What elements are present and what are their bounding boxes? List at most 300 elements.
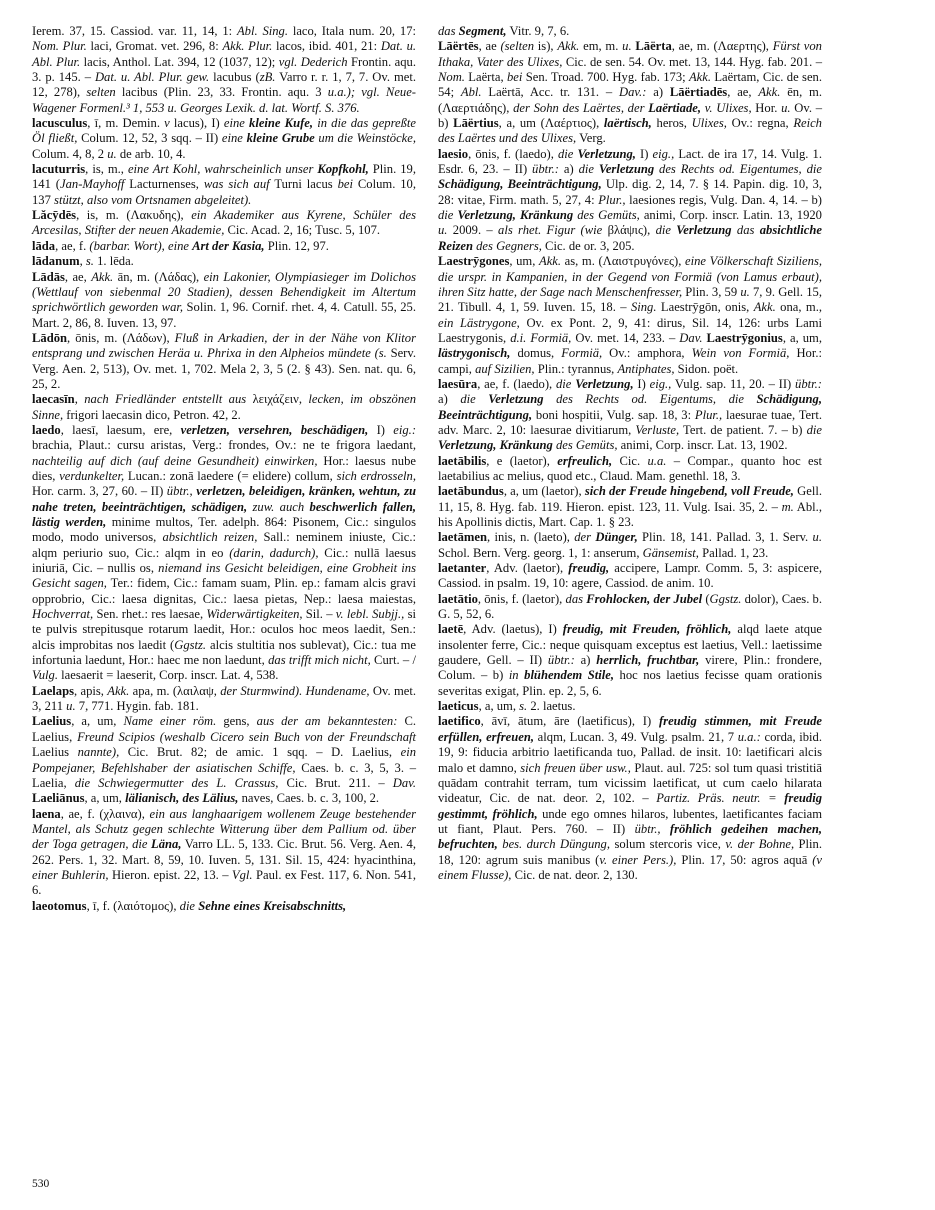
entry-text: Plin. 18, 141. Pallad. 3, 1. Serv.: [637, 530, 813, 545]
entry-text: 2. laetus.: [527, 699, 576, 714]
entry-text: , a, um,: [84, 791, 126, 806]
entry-text: Ov.: regna,: [726, 116, 794, 131]
entry-text: lacos, ibid. 401, 21:: [272, 39, 381, 54]
entry-text: corda, ibid. 19, 9: fiducia arbitrio laetificanda tuo, Pallad. de insit. 10: laetificari alcis malo et damno,: [438, 729, 823, 775]
entry-text: Turni lacus: [269, 177, 338, 192]
entry-text: eine: [223, 116, 250, 131]
entry-text: unde ego omnes hilaros, lubentes, laetificantes faciam ut fiant, Plaut. Pers. 760. – II): [438, 806, 823, 836]
entry-text: Ggstz.: [174, 637, 207, 652]
entry-text: ein Pompejaner, Befehlshaber der asiatischen Schiffe,: [32, 745, 416, 775]
entry-text: Ov. met. 3, 211: [32, 683, 416, 714]
entry-text: Frontin. aqu. 3. p. 145. –: [32, 54, 416, 85]
dictionary-entry-laetabundus: [438, 484, 822, 530]
entry-text: Akk.: [758, 85, 781, 100]
entry-text: ona, m.,: [775, 300, 822, 315]
entry-text: übtr.,: [166, 484, 193, 499]
entry-text: Plur.,: [598, 192, 626, 207]
headword: laetifico: [438, 714, 481, 729]
entry-text: Dünger,: [595, 530, 638, 545]
entry-text: – Compar., quanto hoc est laetabilius ac melius, quod etc., Claud. Mam. genethl. 18, 3.: [438, 453, 823, 483]
entry-text: domus,: [510, 346, 562, 361]
entry-text: freudig,: [568, 561, 610, 576]
entry-text: , a, um,: [71, 714, 124, 729]
entry-text: a): [574, 653, 597, 668]
entry-text: lacis, Anthol. Lat. 394, 12 (1037, 12);: [80, 54, 279, 69]
headword: laetanter: [438, 561, 487, 576]
entry-text: Colum. 10, 137: [32, 177, 417, 207]
entry-text: Laërtā, Acc. tr. 131. –: [481, 85, 620, 100]
entry-text: ein Lästrygone,: [438, 315, 520, 330]
entry-text: Cic. de nat. deor. 2, 130.: [511, 867, 638, 882]
entry-text: u.: [740, 284, 750, 299]
entry-text: , a, um (laetor),: [503, 484, 585, 499]
entry-text: freudig stimmen, mit Freude erfüllen, erfreuen,: [438, 714, 822, 744]
entry-text: u.: [107, 146, 117, 161]
entry-text: die: [438, 208, 458, 223]
entry-text: Ierem. 37, 15. Cassiod. var. 11, 14, 1:: [32, 24, 237, 38]
entry-text: Dat. u. Abl. Plur. gew.: [94, 70, 210, 85]
entry-text: zuw.: [252, 499, 275, 514]
entry-text: lästrygonisch,: [438, 346, 511, 361]
headword: Laelius: [32, 714, 72, 729]
entry-text: niemand ins Gesicht beleidigen, eine Grobheit ins Gesicht sagen,: [32, 561, 416, 591]
entry-text: Abl. Sing.: [236, 24, 288, 38]
entry-text: Gell. 11, 15, 8. Hyg. fab. 119. Hieron. epist. 123, 11. Vulg. Isai. 35, 2. –: [438, 484, 823, 514]
entry-text: Varro LL. 5, 133. Cic. Brut. 56. Verg. Aen. 4, 262. Pers. 1, 32. Mart. 8, 59, 10. Iuven. 5, 131. Sil. 15, 424: hyacinthina,: [32, 837, 416, 867]
entry-text: u.: [66, 699, 76, 714]
entry-text: , a, um,: [478, 699, 520, 714]
entry-text: Vgl.: [231, 867, 253, 882]
entry-text: , apis,: [74, 683, 108, 698]
entry-text: (barbar. Wort), eine: [89, 238, 193, 253]
entry-text: Akk.: [753, 300, 776, 315]
entry-text: , inis, n. (laeto),: [486, 530, 575, 545]
entry-text: Plin. 19, 141 (: [32, 162, 416, 192]
entry-text: übtr.,: [634, 821, 661, 836]
entry-text: Sen. Troad. 700. Hyg. fab. 173;: [522, 70, 689, 85]
entry-text: eig.,: [649, 376, 672, 391]
dictionary-entry-laetatio: [438, 592, 822, 623]
entry-text: ein Akademiker aus Kyrene, Schüler des Arcesilas, Stifter der neuen Akademie,: [32, 208, 416, 238]
entry-text: in die das gepreßte Öl fließt,: [32, 116, 416, 146]
entry-text: stützt, also vom Ortsnamen abgeleitet).: [54, 192, 252, 207]
entry-text: die: [557, 146, 578, 161]
entry-text: 1. lēda.: [93, 254, 134, 269]
entry-text: Hor. carm. 3, 27, 60. – II): [32, 484, 167, 499]
entry-text: , ī, f. (λαιότομος),: [86, 898, 180, 913]
entry-text: Kopfkohl,: [317, 162, 369, 177]
entry-text: 7, 771. Hygin. fab. 181.: [75, 699, 199, 714]
entry-text: v. der Bohne,: [725, 837, 795, 852]
entry-text: Dat. u. Abl. Plur.: [32, 39, 417, 69]
entry-text: bei: [337, 177, 353, 192]
entry-text: Akk.: [107, 683, 130, 698]
entry-text: si te pulvis strepitusque rotarum laedit, Hor.: oculos hoc meos laedit, Sen.: alcis improbitas nos laedit (: [32, 607, 416, 652]
headword: laetābilis: [438, 453, 487, 468]
entry-text: a): [559, 162, 579, 177]
entry-text: laci, Gromat. vet. 296, 8:: [86, 39, 223, 54]
right-column: [438, 24, 822, 883]
entry-text: nannte),: [77, 745, 120, 760]
entry-text: ein Lakonier, Olympiasieger im Dolichos (Wettlauf von siebenmal 20 Stadien), dessen Behendigkeit im Altertum sprichwörtlich geworden war,: [32, 269, 416, 315]
headword: laeotomus: [32, 898, 87, 913]
entry-text: Ulp. dig. 2, 14, 7. § 14. Papin. dig. 10, 3, 28: vitae, Firm. math. 5, 27, 4:: [438, 177, 822, 207]
entry-text: v.: [704, 100, 713, 115]
entry-text: boni hospitii, Vulg. sap. 18, 3:: [532, 407, 695, 422]
entry-text: Plin. 12, 97.: [264, 238, 329, 253]
entry-text: vgl. Dederich: [278, 54, 348, 69]
entry-text: 2009. –: [447, 223, 499, 238]
dictionary-entry-laedo: [32, 423, 416, 684]
entry-text: des Gegners,: [472, 238, 542, 253]
entry-text: laesurae tuae, Tert. adv. Marc. 2, 10: laesurae divitiarum,: [438, 407, 822, 437]
dictionary-entry-lacusculus: [32, 116, 416, 162]
entry-text: selten: [86, 85, 116, 100]
entry-text: lacibus (Plin. 23, 33. Frontin. aqu. 3: [115, 85, 328, 100]
entry-text: alcis stultitia nos sublevat), Cic.: tua me infortunia laedunt, Hor.: haec me non laedunt,: [32, 637, 416, 668]
entry-text: Verletzung: [598, 162, 655, 177]
entry-text: Cic.: nullā laesus iniuriā, Cic. – nullis os,: [32, 545, 416, 576]
dictionary-entry-laelius: [32, 714, 416, 806]
entry-text: des Rechts od. Eigentums, die: [543, 392, 757, 407]
entry-text: laesaerit = laeserit, Corp. inscr. Lat. 4, 538.: [58, 668, 279, 683]
dictionary-entry-laesura: [438, 377, 822, 454]
entry-text: eine: [221, 131, 247, 146]
entry-text: auch: [279, 499, 305, 514]
entry-text: ,: [79, 254, 86, 269]
entry-text: Segment,: [458, 24, 507, 38]
entry-text: übtr.:: [532, 162, 559, 177]
headword: Lādās: [32, 269, 65, 284]
entry-text: Cic.: [612, 453, 648, 468]
entry-text: , ae, m. (Λαερτης),: [671, 39, 773, 54]
entry-text: der: [574, 530, 596, 545]
entry-text: Frohlocken, der Jubel: [586, 591, 703, 606]
dictionary-entry-laeticus: [438, 699, 822, 714]
entry-text: in: [508, 668, 525, 683]
entry-text: Pallad. 1, 23.: [698, 545, 769, 560]
entry-text: die: [655, 223, 677, 238]
entry-text: Verletzung,: [575, 376, 634, 391]
headword: Lādōn: [32, 330, 68, 345]
entry-text: Sehne eines Kreisabschnitts,: [198, 898, 347, 913]
entry-text: sich der Freude hingebend, voll Freude,: [584, 484, 794, 499]
entry-text: frigori laecasin dico, Petron. 42, 2.: [63, 407, 241, 422]
entry-text: u.: [812, 530, 822, 545]
entry-text: , e (laetor),: [486, 453, 558, 468]
entry-text: d.i. Formiä,: [510, 330, 572, 345]
dictionary-entry-ladon: [32, 331, 416, 392]
headword: laena: [32, 806, 61, 821]
entry-text: Reich des Laërtes und des Ulixes,: [438, 116, 822, 146]
entry-text: I): [635, 146, 653, 161]
entry-text: , is, m. (Λακυδης),: [76, 208, 192, 223]
entry-text: Schol. Bern. Verg. georg. 1, 1: anserum,: [438, 545, 643, 560]
entry-text: , a, um (Λαέρτιος),: [498, 116, 604, 131]
entry-text: kleine Grube: [246, 131, 315, 146]
entry-text: Akk.: [91, 269, 114, 284]
entry-text: sich freuen über usw.,: [520, 760, 631, 775]
entry-text: Ov. ex Pont. 2, 9, 41: dirus, Sil. 14, 126: urbs Lami Laestrygonis,: [438, 315, 822, 345]
entry-text: , ae, f. (χλαινα),: [60, 806, 150, 821]
entry-text: Verletzung,: [577, 146, 636, 161]
entry-text: Dav.: [392, 775, 416, 790]
entry-text: Verg.: [576, 131, 606, 146]
entry-text: die Schwiegermutter des L. Crassus,: [74, 775, 279, 790]
entry-text: I): [368, 422, 394, 437]
entry-text: Verletzung, Kränkung: [457, 208, 574, 223]
entry-text: Formiä,: [561, 346, 603, 361]
entry-text: Abl.: [460, 85, 482, 100]
entry-text: Widerwärtigkeiten,: [206, 607, 303, 622]
entry-text: Ov. – b): [438, 100, 822, 131]
entry-text: Lāërtiadēs: [669, 85, 728, 100]
entry-text: übtr.:: [547, 653, 575, 668]
headword: Laelaps: [32, 683, 74, 698]
entry-text: em, m.: [579, 39, 623, 54]
entry-text: Gänsemist,: [642, 545, 699, 560]
entry-text: Ter.: fidem, Cic.: famam suam, Plin. ep.: famam alcis gravi opprobrio, Cic.: laesa dignitas, Cic.: laesa pietas, Nep.: laesa maiestas,: [32, 576, 416, 606]
headword: Lāërtēs: [438, 39, 479, 54]
entry-text: Sen. rhet.: res laesae,: [93, 607, 207, 622]
entry-text: Colum. 12, 52, 3 sqq. – II): [77, 131, 222, 146]
entry-text: u.a.: [647, 453, 667, 468]
entry-text: lacubus (: [209, 70, 260, 85]
entry-text: Caes. b. c. 3, 5, 3. – Laelia,: [32, 760, 416, 790]
entry-text: Läna,: [151, 837, 182, 852]
entry-text: übtr.:: [795, 376, 822, 391]
entry-text: u.: [622, 39, 632, 54]
headword: laetāmen: [438, 530, 487, 545]
entry-text: ān, m. (Λάδας),: [113, 269, 204, 284]
entry-text: freudig, mit Freuden, fröhlich,: [562, 622, 732, 637]
entry-text: eine Völkerschaft Siziliens, die urspr. in Kampanien, in der Gegend von Formiä (von Lamus erbaut), ihren Sitz hatte, der Sage nach Menschenfresser,: [438, 254, 822, 299]
entry-text: Akk.: [557, 39, 580, 54]
entry-text: als rhet. Figur (wie: [498, 223, 603, 238]
entry-text: (v einem Flusse),: [438, 852, 822, 882]
entry-text: , ae,: [727, 85, 759, 100]
entry-text: Solin. 1, 96. Cornif. rhet. 4, 4. Catull. 55, 25. Mart. 2, 86, 8. Iuven. 13, 97.: [32, 300, 416, 330]
entry-text: Vulg.: [32, 668, 58, 683]
entry-text: nach Friedländer entstellt aus: [84, 392, 247, 407]
dictionary-entry-laertes: [438, 39, 822, 146]
entry-text: Laërta,: [464, 70, 507, 85]
entry-text: Akk. Plur.: [222, 39, 273, 54]
entry-text: Akk.: [688, 70, 711, 85]
entry-text: der Sohn des Laërtes, der: [513, 100, 649, 115]
entry-text: die: [806, 422, 823, 437]
entry-text: Lucan.: zonā laedere (= elidere) collum,: [124, 468, 337, 483]
entry-text: heros,: [651, 116, 692, 131]
entry-text: Antiphates,: [617, 361, 675, 376]
entry-text: , laesī, laesum, ere,: [60, 422, 181, 437]
entry-text: verdunkelter,: [59, 468, 125, 483]
dictionary-entry-laestrygones: [438, 254, 822, 377]
headword: lacusculus: [32, 116, 88, 131]
entry-text: um die Weinstöcke,: [314, 131, 416, 146]
entry-text: C. Laelius,: [32, 714, 417, 744]
entry-text: Ggstz.: [709, 591, 742, 606]
entry-text: Sidon. poët.: [674, 361, 739, 376]
entry-text: Laelius: [32, 745, 78, 760]
entry-text: der Sturmwind). Hundename,: [220, 683, 370, 698]
entry-text: Lacturnenses,: [124, 177, 204, 192]
entry-text: lälianisch, des Lälius,: [125, 791, 239, 806]
entry-text: Plin. 18, 120: agrum suis manibus (: [438, 837, 822, 867]
dictionary-entry-laetamen: [438, 530, 822, 561]
entry-text: Wein von Formiä,: [691, 346, 790, 361]
headword: Lăcȳdēs: [32, 208, 77, 223]
entry-text: Cic. Acad. 2, 16; Tusc. 5, 107.: [224, 223, 381, 238]
headword: laetābundus: [438, 484, 504, 499]
entry-text: Varro r. r. 1, 7, 7. Ov. met. 12, 278),: [32, 70, 416, 100]
entry-text: ēn, m. (Λαερτιάδης),: [438, 85, 822, 115]
entry-text: Vulg. sap. 11, 20. – II): [671, 376, 796, 391]
entry-text: alqm, Lucan. 3, 49. Vulg. psalm. 21, 7: [534, 729, 738, 744]
entry-text: Schädigung, Beeinträchtigung,: [438, 177, 602, 192]
headword: laesūra: [438, 376, 478, 391]
entry-text: Plur.,: [694, 407, 723, 422]
entry-text: einer Buhlerin,: [32, 867, 109, 882]
entry-text: eig.:: [393, 422, 417, 437]
entry-text: Laërtiade,: [648, 100, 702, 115]
entry-text: v. lebl. Subjj.,: [335, 607, 405, 622]
entry-text: , ōnis, m. (Λάδων),: [67, 330, 175, 345]
entry-text: aus der am bekanntesten:: [256, 714, 398, 729]
dictionary-entry-laetanter: [438, 561, 822, 592]
entry-text: a): [646, 85, 670, 100]
entry-text: s.: [85, 254, 94, 269]
entry-text: u.a.); vgl. Neue-Wagener Formenl.³ 1, 553 u. Georges Lexik. d. lat. Wortf. S. 376.: [32, 85, 416, 115]
dictionary-entry-lacydes: [32, 208, 416, 239]
entry-text: Lāërta: [635, 39, 672, 54]
entry-text: Partiz. Präs. neutr. =: [656, 791, 785, 806]
entry-text: das: [438, 24, 459, 38]
entry-text: Sall.: neminem iniuste, Cic.: alqm periurio suo, Cic.: alqm in eo: [32, 530, 417, 560]
entry-text: die: [460, 392, 489, 407]
entry-text: Abl., his Apollinis dictis, Mart. Cap. 1. § 23.: [438, 499, 822, 529]
entry-text: Cic. de sen. 54. Ov. met. 13, 144. Hyg. fab. 201. –: [562, 54, 822, 69]
entry-text: virere, Plin.: frondere, Colum. – b): [438, 653, 822, 683]
entry-text: Name einer röm.: [123, 714, 217, 729]
entry-text: Serv. Verg. Aen. 2, 513), Ov. met. 1, 702. Mela 2, 3, 5 (2. § 43). Sen. nat. qu. 6, 25, 2.: [32, 346, 416, 391]
entry-text: , āvī, ātum, āre (laetificus), I): [480, 714, 659, 729]
entry-text: Schädigung, Beeinträchtigung,: [438, 392, 822, 422]
entry-text: Cic. Brut. 82; de amic. 1 sqq. – D. Laelius,: [119, 745, 401, 760]
dictionary-entry-lacuturris: [32, 162, 416, 208]
entry-text: , ae: [478, 39, 501, 54]
entry-text: Dav.:: [619, 85, 647, 100]
entry-text: Verletzung, Kränkung: [438, 438, 553, 453]
entry-text: Cic. de or. 3, 205.: [541, 238, 635, 253]
entry-text: Laestrȳgonius: [706, 330, 783, 345]
page-number: 530: [32, 1178, 50, 1190]
headword: laeticus: [438, 699, 479, 714]
entry-text: Hor.: campi,: [438, 346, 822, 376]
entry-text: eig.,: [652, 146, 675, 161]
entry-text: (darin, dadurch),: [229, 545, 319, 560]
entry-text: Hochverrat,: [32, 607, 94, 622]
entry-text: Freund Scipios (weshalb Cicero sein Buch von der Freundschaft: [77, 729, 416, 744]
entry-text: Jan-Mayhoff: [60, 177, 125, 192]
entry-text: gens,: [216, 714, 257, 729]
entry-text: des Gemüts,: [573, 208, 640, 223]
entry-text: Tert. de patient. 7. – b): [679, 422, 807, 437]
entry-text: lacus), I): [169, 116, 224, 131]
entry-text: Lact. de ira 17, 14. Vulg. 1. Esdr. 6, 23. – II): [438, 146, 822, 177]
entry-text: Sil. –: [302, 607, 336, 622]
entry-text: naves, Caes. b. c. 3, 100, 2.: [238, 791, 380, 806]
entry-text: bes. durch Düngung,: [502, 837, 611, 852]
entry-text: Lāërtius: [453, 116, 499, 131]
entry-text: die: [578, 162, 599, 177]
headword: Laestrȳgones: [438, 254, 510, 269]
entry-text: Verletzung: [676, 223, 732, 238]
entry-text: , Adv. (laetor),: [486, 561, 569, 576]
entry-text: Verluste,: [635, 422, 680, 437]
dictionary-entry-laetifico: [438, 714, 822, 883]
headword: lāda: [32, 238, 56, 253]
entry-text: , ī, m. Demin.: [87, 116, 165, 131]
entry-text: , ae, f.: [55, 238, 90, 253]
entry-text: , a, um,: [782, 330, 822, 345]
entry-text: animi, Corp. inscr. Lat. 13, 1902.: [617, 438, 788, 453]
entry-text: minime multos, Ter. adelph. 864: Pisonem, Cic.: singulos modo, modo universos,: [32, 515, 416, 545]
entry-text: das trifft mich nicht,: [268, 653, 371, 668]
entry-text: Ulixes,: [691, 116, 727, 131]
entry-text: hoc nos laetius fecisse quam orationis severitas exigat, Plin. ep. 2, 5, 6.: [438, 668, 823, 698]
entry-text: auf Sizilien,: [475, 361, 535, 376]
entry-text: blühendem Stile,: [524, 668, 614, 683]
entry-text: I): [633, 376, 650, 391]
entry-text: Sing.: [630, 300, 657, 315]
headword: laetē: [438, 622, 464, 637]
entry-text: , Adv. (laetus), I): [463, 622, 563, 637]
entry-text: a): [438, 392, 461, 407]
entry-text: nachteilig auf dich (auf deine Gesundheit) einwirken,: [32, 453, 318, 468]
entry-text: Hor.: laesus nube dies,: [32, 453, 416, 483]
entry-text: (selten: [500, 39, 535, 54]
entry-text: as, m. (Λαιστρυγόνες),: [561, 254, 685, 269]
dictionary-entry-segment-tail: [438, 24, 822, 39]
entry-text: Laërtam, Cic. de sen. 54;: [438, 70, 822, 100]
entry-text: Hieron. epist. 22, 13. –: [108, 867, 232, 882]
entry-text: verletzen, versehren, beschädigen,: [180, 422, 369, 437]
entry-text: die: [556, 376, 576, 391]
entry-text: absichtliche Reizen: [438, 223, 822, 253]
entry-text: Curt. – /: [370, 653, 417, 668]
entry-text: apa, m. (λαιλαψ,: [129, 683, 221, 698]
entry-text: das: [565, 591, 587, 606]
entry-text: Fluß in Arkadien, der in der Nähe von Klitor entsprang und zwischen Heräa u. Phrixa in den Alpheios mündete (s.: [32, 330, 416, 361]
entry-text: verletzen, beleidigen, kränken, wehtun, zu nahe treten, beeinträchtigen, schädigen,: [32, 484, 416, 514]
headword: laetātio: [438, 591, 478, 606]
entry-text: solum stercoris vice,: [610, 837, 726, 852]
entry-text: Hor.: [751, 100, 782, 115]
entry-text: v: [164, 116, 170, 131]
headword: laesio: [438, 146, 469, 161]
entry-text: absichtlich reizen,: [162, 530, 258, 545]
entry-text: Fürst von Ithaka, Vater des Ulixes,: [438, 39, 822, 69]
entry-text: Plin. 17, 50: agros aquā: [676, 852, 813, 867]
entry-text: Laestrȳgōn, onis,: [656, 300, 754, 315]
entry-text: was sich auf: [203, 177, 270, 192]
dictionary-entry-laete: [438, 622, 822, 699]
dictionary-entry-laeotomus: [32, 899, 416, 914]
dictionary-entry-laelaps: [32, 684, 416, 715]
entry-text: die: [179, 898, 199, 913]
entry-text: beschwerlich fallen, lästig werden,: [32, 499, 416, 529]
